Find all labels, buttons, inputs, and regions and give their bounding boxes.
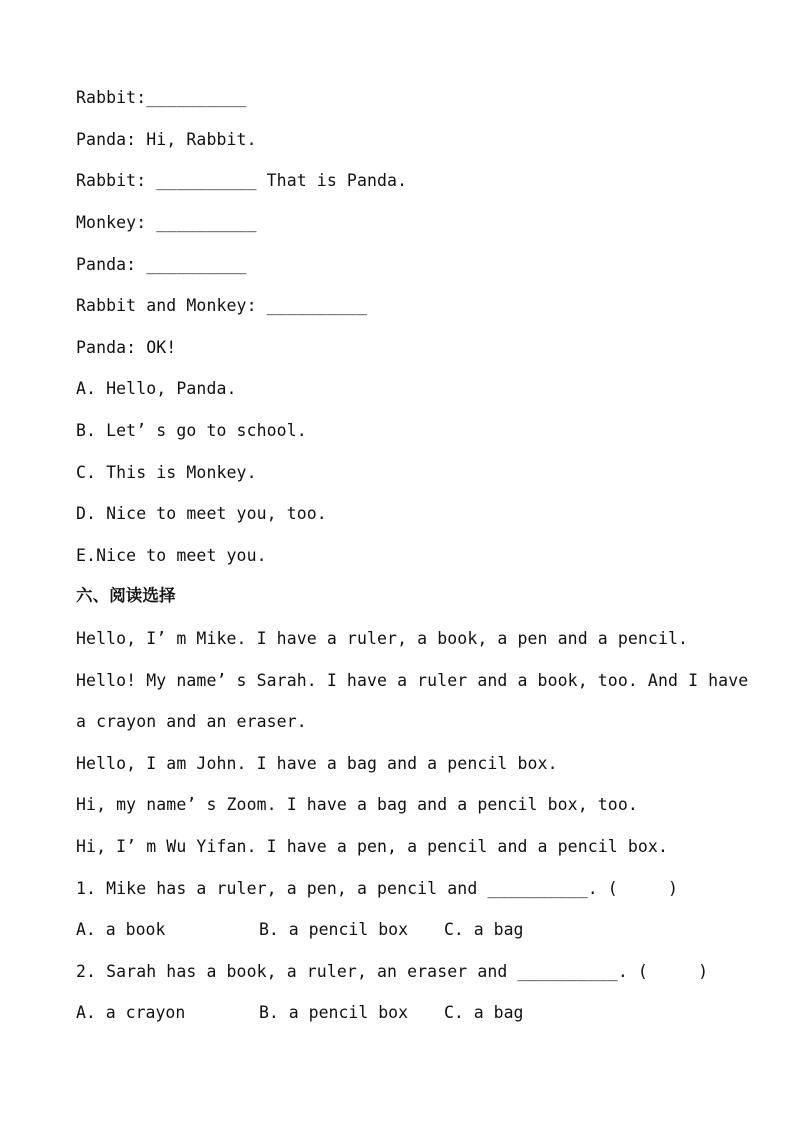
passage-line: a crayon and an eraser.	[76, 712, 307, 731]
dialogue-option-d: D. Nice to meet you, too.	[76, 504, 327, 523]
question-2-option-c: C. a bag	[444, 1003, 524, 1022]
question-1-option-a: A. a book	[76, 920, 166, 939]
dialogue-line-rabbit-monkey: Rabbit and Monkey: __________	[76, 296, 367, 315]
dialogue-option-b: B. Let’ s go to school.	[76, 421, 307, 440]
dialogue-line-panda-2: Panda: __________	[76, 255, 247, 274]
question-2-option-b: B. a pencil box	[259, 1003, 409, 1022]
question-2-stem: 2. Sarah has a book, a ruler, an eraser and __________. ( )	[76, 962, 709, 981]
dialogue-line-monkey: Monkey: __________	[76, 213, 257, 232]
question-1-option-b: B. a pencil box	[259, 920, 409, 939]
dialogue-line-rabbit-2: Rabbit: __________ That is Panda.	[76, 171, 408, 190]
dialogue-option-c: C. This is Monkey.	[76, 463, 257, 482]
passage-line: Hello, I am John. I have a bag and a pencil box.	[76, 754, 558, 773]
passage-line: Hello! My name’ s Sarah. I have a ruler and a book, too. And I have	[76, 671, 749, 690]
question-1-option-c: C. a bag	[444, 920, 524, 939]
passage-line: Hi, I’ m Wu Yifan. I have a pen, a pencil and a pencil box.	[76, 837, 668, 856]
question-1-stem: 1. Mike has a ruler, a pen, a pencil and __________. ( )	[76, 879, 679, 898]
passage-line: Hello, I’ m Mike. I have a ruler, a book, a pen and a pencil.	[76, 629, 689, 648]
question-2-option-a: A. a crayon	[76, 1003, 186, 1022]
dialogue-line-rabbit-1: Rabbit:__________	[76, 88, 247, 107]
dialogue-line-panda-1: Panda: Hi, Rabbit.	[76, 130, 257, 149]
section-heading: 六、阅读选择	[76, 586, 176, 605]
dialogue-option-e: E.Nice to meet you.	[76, 546, 267, 565]
dialogue-line-panda-3: Panda: OK!	[76, 338, 177, 357]
passage-line: Hi, my name’ s Zoom. I have a bag and a pencil box, too.	[76, 795, 638, 814]
dialogue-option-a: A. Hello, Panda.	[76, 379, 237, 398]
